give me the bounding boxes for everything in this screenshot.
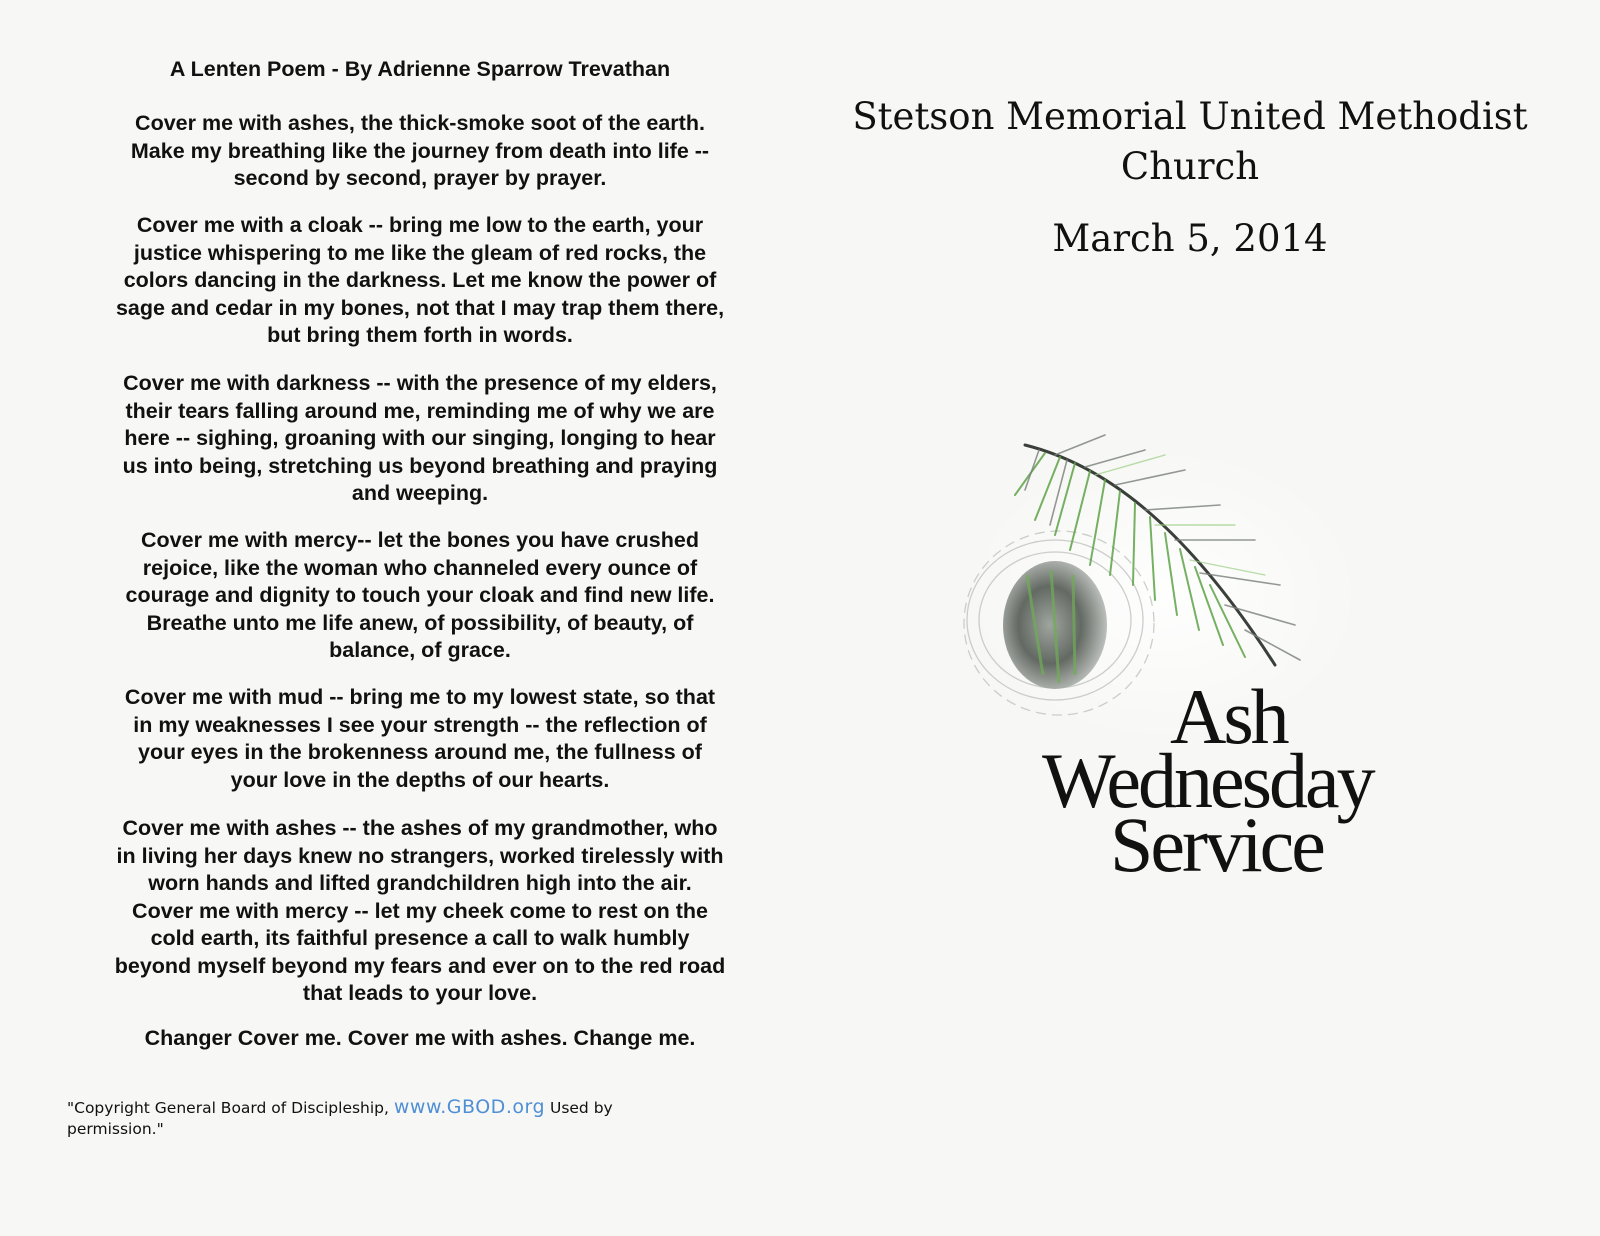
poem-stanza-5: Cover me with mud -- bring me to my lowest state, so that in my weaknesses I see your strength -- the reflection of your eyes in the brokenness around me, the fullness of your love in the depths of our hearts. [124,685,716,792]
poem-title: A Lenten Poem - By Adrienne Sparrow Trevathan [169,57,671,81]
poem-closing-line: Changer Cover me. Cover me with ashes. Change me. [144,1026,696,1050]
copyright-prefix: "Copyright General Board of Discipleship, [67,1099,389,1117]
service-title-line1: Ash [1170,673,1287,760]
poem-stanza-2: Cover me with a cloak -- bring me low to the earth, your justice whispering to me like the gleam of red rocks, the colors dancing in the darkness. Let me know the power of sage and cedar in my bones, not that I may trap them there, but bring them forth in words. [115,213,725,347]
copyright-notice [67,1097,707,1140]
church-name [820,92,1560,192]
service-title-line3: Service [1110,801,1323,888]
copyright-line2: permission." [67,1120,164,1138]
gbod-link[interactable]: www.GBOD.org [393,1096,546,1118]
poem-stanza-6: Cover me with ashes -- the ashes of my grandmother, who in living her days knew no strangers, worked tirelessly with worn hands and lifted grandchildren high into the air. Cover me with mercy -- let my cheek come to rest on the cold earth, its faithful presence a call to walk humbly beyond myself beyond my fears and ever on to the red road that leads to your love. [114,816,726,1005]
poem-stanza-1: Cover me with ashes, the thick-smoke soot of the earth. Make my breathing like the journey from death into life -- second by second, prayer by prayer. [130,111,710,190]
cover-page [820,40,1560,1160]
poem-stanza-3: Cover me with darkness -- with the presence of my elders, their tears falling around me, reminding me of why we are here -- sighing, groaning with our singing, longing to hear us into being, stretching us beyond breathing and praying and weeping. [122,371,718,505]
church-name-line1: Stetson Memorial United Methodist [852,95,1528,138]
poem-stanza-4: Cover me with mercy-- let the bones you have crushed rejoice, like the woman who channeled every ounce of courage and dignity to touch your cloak and find new life. Breathe unto me life anew, of possibility, of beauty, of balance, of grace. [125,528,715,662]
poem-page [60,40,780,1160]
church-name-line2: Church [1120,145,1260,188]
service-date: March 5, 2014 [1052,217,1328,260]
copyright-suffix: Used by [549,1099,613,1117]
service-title-line2: Wednesday [1042,737,1373,824]
service-title [1020,673,1440,888]
